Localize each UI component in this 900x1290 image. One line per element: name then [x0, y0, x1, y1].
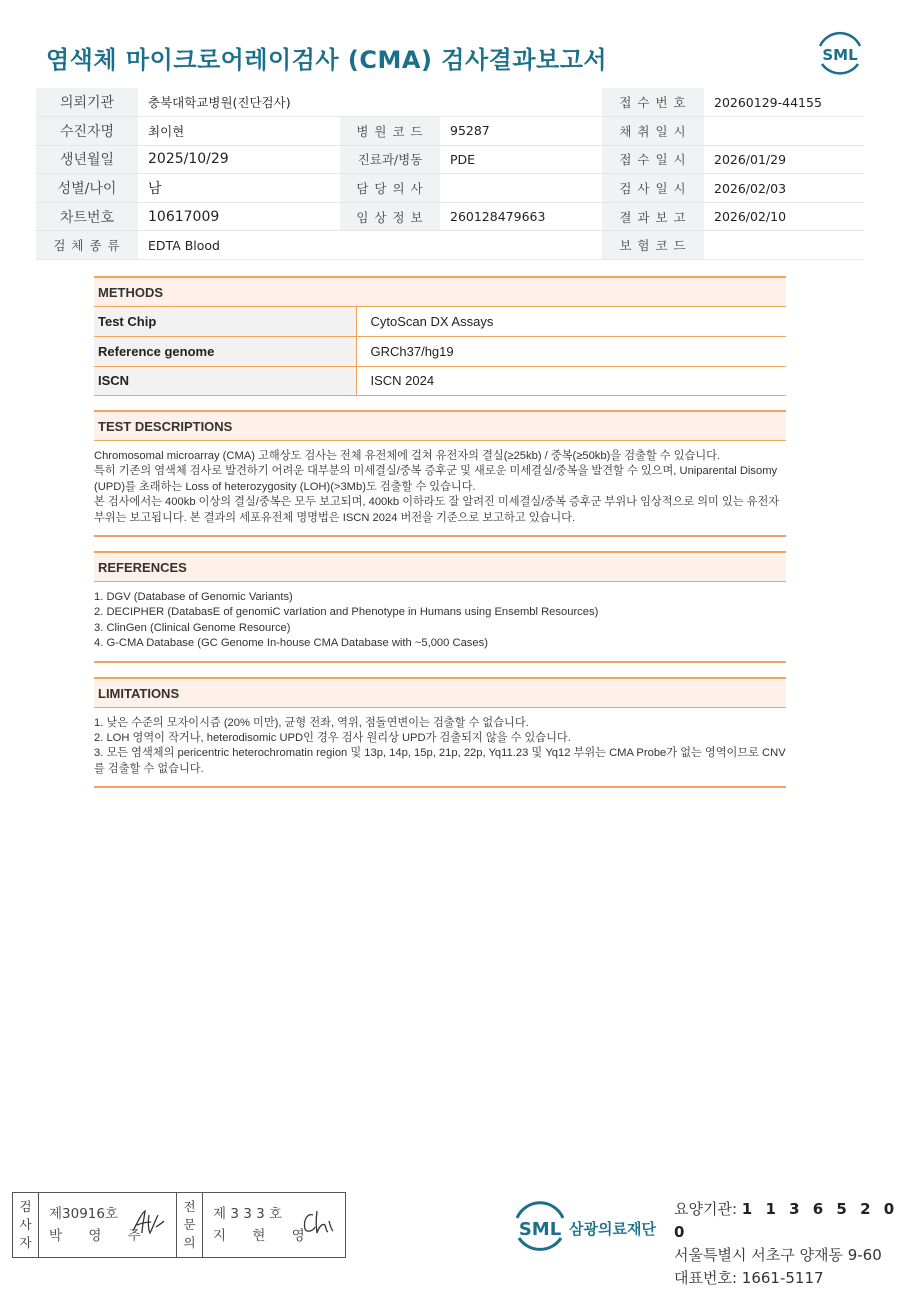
tester-label-char: 검	[19, 1199, 32, 1214]
tester-signature-icon	[130, 1207, 166, 1237]
report-date-value: 2026/02/10	[704, 202, 864, 231]
specialist-label-char: 문	[183, 1217, 196, 1232]
phone-number: 1661-5117	[741, 1269, 824, 1287]
sml-logo-icon	[814, 28, 866, 78]
test-descriptions-heading: TEST DESCRIPTIONS	[94, 410, 786, 441]
collection-date-label: 채 취 일 시	[602, 117, 704, 146]
limitations-section	[94, 677, 786, 789]
reference-item: 3. ClinGen (Clinical Genome Resource)	[94, 621, 291, 634]
hospital-code-value: 95287	[440, 117, 602, 146]
references-heading: REFERENCES	[94, 551, 786, 582]
org-info	[674, 1198, 900, 1290]
specialist-signature-icon	[299, 1207, 335, 1237]
specialist-label	[177, 1193, 203, 1257]
dept-value: PDE	[440, 145, 602, 174]
info-row	[36, 231, 864, 260]
sex-age-label: 성별/나이	[36, 174, 138, 203]
insurance-code-label: 보 험 코 드	[602, 231, 704, 260]
collection-date-value	[704, 117, 864, 146]
tester-name: 박 영 주	[49, 1228, 152, 1244]
test-descriptions-section	[94, 410, 786, 537]
tester-license-no: 제30916호	[49, 1206, 119, 1222]
limitation-item: 1. 낮은 수준의 모자이시즘 (20% 미만), 균형 전좌, 역위, 점돌연변이는 검출할 수 없습니다.	[94, 716, 529, 729]
references-section	[94, 551, 786, 663]
methods-value: CytoScan DX Assays	[356, 307, 786, 337]
hospital-code-label: 병 원 코 드	[340, 117, 440, 146]
care-institution-line	[674, 1198, 900, 1244]
description-line: Chromosomal microarray (CMA) 고해상도 검사는 전체 유전체에 걸쳐 유전자의 결실(≥25kb) / 중복(≥50kb)을 검출할 수 있습니다.	[94, 450, 721, 462]
receipt-no-value: 20260129-44155	[704, 88, 864, 117]
specimen-value: EDTA Blood	[138, 231, 602, 260]
sml-footer-logo-icon	[510, 1198, 570, 1256]
specialist-name: 지 현 영	[213, 1228, 316, 1244]
tester-cell	[39, 1193, 177, 1257]
institution-label: 의뢰기관	[36, 88, 138, 117]
chart-no-label: 차트번호	[36, 202, 138, 231]
specimen-label: 검 체 종 류	[36, 231, 138, 260]
limitation-item: 2. LOH 영역이 작거나, heterodisomic UPD인 경우 검사 원리상 UPD가 검출되지 않을 수 있습니다.	[94, 732, 571, 745]
limitations-body	[94, 708, 786, 789]
receipt-no-label: 접 수 번 호	[602, 88, 704, 117]
info-row	[36, 117, 864, 146]
physician-value	[440, 174, 602, 203]
description-line: 본 검사에서는 400kb 이상의 결실/중복은 모두 보고되며, 400kb 이하라도 잘 알려진 미세결실/중복 증후군 부위나 임상적으로 의미 있는 유전자 부위는 보고됩니다. 본 결과의 세포유전체 명명법은 ISCN 2024 버전을 기준으로 보고하고 있습니다.	[94, 496, 780, 524]
methods-key: ISCN	[94, 366, 356, 396]
report-sections	[94, 276, 786, 802]
dept-label: 진료과/병동	[340, 145, 440, 174]
methods-row	[94, 307, 786, 337]
test-descriptions-body	[94, 441, 786, 537]
specialist-cell	[203, 1193, 345, 1257]
methods-heading: METHODS	[94, 276, 786, 307]
examinee-label: 수진자명	[36, 117, 138, 146]
methods-section	[94, 276, 786, 396]
methods-table	[94, 307, 786, 396]
phone-label: 대표번호:	[674, 1269, 742, 1287]
birth-label: 생년월일	[36, 145, 138, 174]
foundation-name: 삼광의료재단	[569, 1220, 656, 1238]
test-date-label: 검 사 일 시	[602, 174, 704, 203]
specialist-license-no: 제 3 3 3 호	[213, 1206, 283, 1222]
tester-label	[13, 1193, 39, 1257]
methods-key: Test Chip	[94, 307, 356, 337]
specialist-label-char: 전	[183, 1199, 196, 1214]
chart-no-value: 10617009	[138, 202, 340, 231]
receipt-date-value: 2026/01/29	[704, 145, 864, 174]
reference-item: 1. DGV (Database of Genomic Variants)	[94, 591, 293, 604]
sex-age-value: 남	[138, 174, 340, 203]
clinical-info-label: 임 상 정 보	[340, 202, 440, 231]
limitations-heading: LIMITATIONS	[94, 677, 786, 708]
insurance-code-value	[704, 231, 864, 260]
report-title: 염색체 마이크로어레이검사 (CMA) 검사결과보고서	[46, 46, 608, 74]
test-date-value: 2026/02/03	[704, 174, 864, 203]
methods-value: ISCN 2024	[356, 366, 786, 396]
references-body	[94, 582, 786, 663]
info-row	[36, 174, 864, 203]
physician-label: 담 당 의 사	[340, 174, 440, 203]
reference-item: 4. G-CMA Database (GC Genome In-house CMA Database with ~5,000 Cases)	[94, 637, 488, 650]
specialist-label-char: 의	[183, 1235, 196, 1250]
patient-info-table	[36, 88, 864, 260]
limitation-item: 3. 모든 염색체의 pericentric heterochromatin region 및 13p, 14p, 15p, 21p, 22p, Yq11.23 및 Yq12 부위는 CMA Probe가 없는 영역이므로 CNV를 검출할 수 없습니다.	[94, 747, 786, 775]
care-institution-no: 1 1 3 6 5 2 0 0	[674, 1200, 899, 1241]
sml-footer-logo-text: SML	[518, 1219, 562, 1240]
tester-label-char: 사	[19, 1217, 32, 1232]
care-institution-label: 요양기관:	[674, 1200, 742, 1218]
sml-logo-text: SML	[822, 46, 858, 64]
tester-label-char: 자	[19, 1235, 32, 1250]
address: 서울특별시 서초구 양재동 9-60	[674, 1246, 882, 1264]
reference-item: 2. DECIPHER (DatabasE of genomiC varIation and Phenotype in Humans using Ensembl Resources)	[94, 606, 599, 619]
description-line: 특히 기존의 염색체 검사로 발견하기 어려운 대부분의 미세결실/중복 증후군 및 새로운 미세결실/중복을 발견할 수 있으며, Uniparental Disomy (UPD)를 초래하는 Loss of heterozygosity (LOH)(>3Mb)도 검출할 수 있습니다.	[94, 465, 778, 493]
clinical-info-value: 260128479663	[440, 202, 602, 231]
report-date-label: 결 과 보 고	[602, 202, 704, 231]
methods-row	[94, 337, 786, 367]
info-row	[36, 88, 864, 117]
methods-value: GRCh37/hg19	[356, 337, 786, 367]
methods-row	[94, 366, 786, 396]
signature-box	[12, 1192, 346, 1258]
birth-value: 2025/10/29	[138, 145, 340, 174]
methods-key: Reference genome	[94, 337, 356, 367]
examinee-value: 최이현	[138, 117, 340, 146]
phone-line	[674, 1267, 900, 1290]
receipt-date-label: 접 수 일 시	[602, 145, 704, 174]
institution-value: 충북대학교병원(진단검사)	[138, 88, 602, 117]
info-row	[36, 202, 864, 231]
info-row	[36, 145, 864, 174]
